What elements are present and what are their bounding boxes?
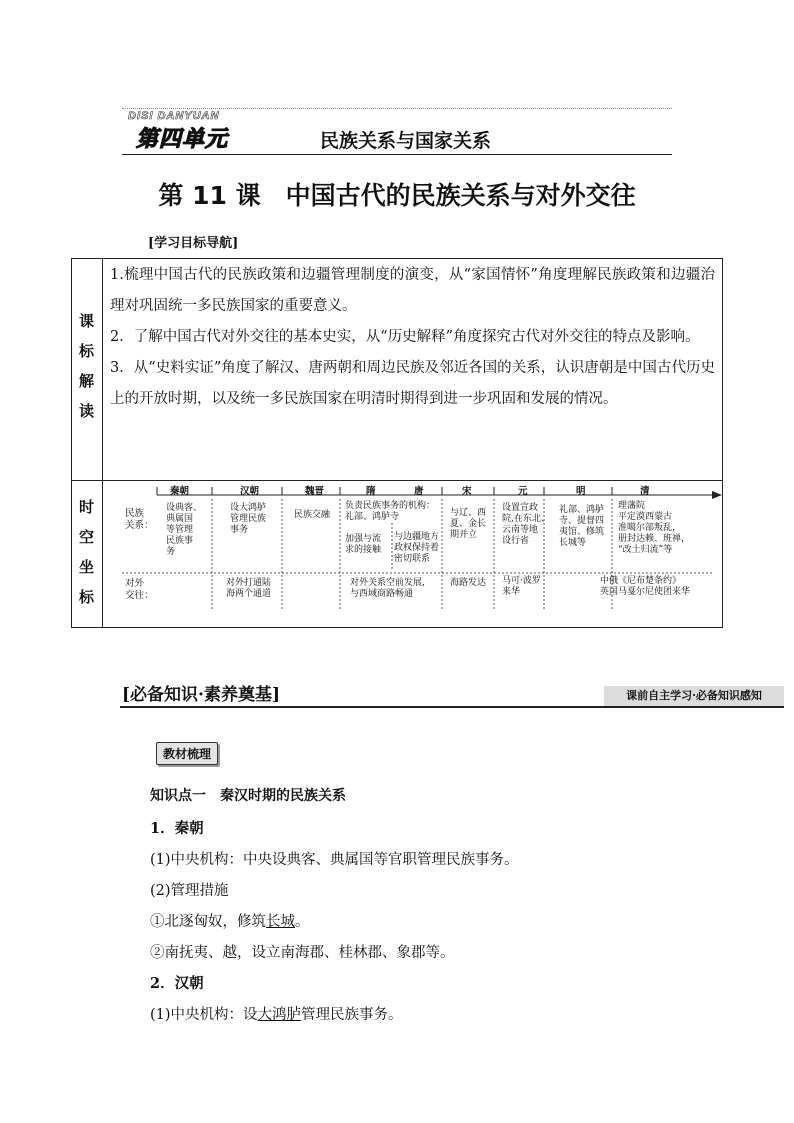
ethnic-sui: 加强与流 求的接触 [345,534,382,555]
dynasty-ming: 明 [576,486,586,497]
dynasty-yuan: 元 [518,486,528,497]
ethnic-qin: 设典客、 典属国 等管理 民族事 务 [166,503,203,557]
foreign-han: 对外打通陆 海两个通道 [226,578,272,599]
timeline-ethnic-label: 民族 关系： [125,508,154,531]
ethnic-yuan: 设置宣政 院,在东北、 云南等地 设行省 [502,503,550,546]
requirement-item: 3．从“史料实证”角度了解汉、唐两朝和周边民族及邻近各国的关系，认识唐朝是中国古代历史上的开放时期，以及统一多民族国家在明清时期得到进一步巩固和发展的情况。 [110,360,715,407]
ethnic-ming: 礼部、鸿胪 寺、提督四 夷馆、修筑 长城等 [559,505,605,548]
underlined-answer: 长城 [266,914,295,930]
dynasty-qing: 清 [640,486,650,497]
section-title: [必备知识·素养奠基] [122,685,281,705]
ethnic-qing: 理藩院 平定漠西蒙古 准噶尔部叛乱， 册封达赖、班禅， “改土归流”等 [618,501,691,555]
dynasty-qin: 秦朝 [170,486,190,497]
foreign-yuan: 马可·波罗 来华 [502,576,541,597]
requirement-item: 2．了解中国古代对外交往的基本史实，从“历史解释”角度探究古代对外交往的特点及影响。 [110,329,700,345]
timeline-foreign-label: 对外 交往： [125,578,154,601]
requirement-item: 1.梳理中国古代的民族政策和边疆管理制度的演变，从“家国情怀”角度理解民族政策和边疆治理对巩固统一多民族国家的重要意义。 [110,267,715,314]
row-label-timeline [71,492,102,612]
row-label-char: 坐 [78,558,94,576]
dynasty-weijin: 魏晋 [305,486,325,497]
unit-badge: 第四单元 [136,127,229,152]
curriculum-requirements [110,260,715,415]
row-label-curriculum [71,306,102,426]
han-central [150,1003,750,1024]
section-rule [120,706,784,708]
text-segment: 。 [295,914,310,930]
section-subtitle-box: 课前自主学习·必备知识感知 [604,686,784,706]
ethnic-song: 与辽、西 夏、金长 期并立 [450,508,487,540]
qin-measure-south: ②南抚夷、越，设立南海郡、桂林郡、象郡等。 [150,945,455,961]
row-label-char: 标 [78,342,94,360]
row-label-char: 时 [78,498,94,516]
foreign-qing: 中俄《尼布楚条约》 英国马戛尔尼使团来华 [600,576,691,597]
row-label-char: 解 [78,372,94,390]
goal-label: [学习目标导航] [148,236,239,251]
qin-measures: (2)管理措施 [150,883,229,899]
unit-header-dotted-line [122,108,672,109]
qin-measure-north [150,910,750,931]
text-segment: 管理民族事务。 [301,1007,403,1023]
row-label-char: 课 [78,312,94,330]
dynasty-han: 汉朝 [240,486,260,497]
foreign-song: 海路发达 [450,578,487,588]
underlined-answer: 大鸿胪 [257,1007,302,1023]
unit-pinyin: DISI DANYUAN [128,110,220,122]
qin-central: (1)中央机构：中央设典客、典属国等官职管理民族事务。 [150,852,519,868]
text-segment: (1)中央机构：设 [150,1007,258,1023]
ethnic-weijin: 民族交融 [294,510,331,520]
ethnic-suitang-top: 负责民族事务的机构： 礼部、鸿胪寺 [345,501,436,522]
ethnic-tang: 与边疆地方 政权保持着 密切联系 [394,532,440,564]
han-heading: 2．汉朝 [150,975,204,992]
row-label-char: 空 [78,528,94,546]
dynasty-sui: 隋 [366,486,376,497]
unit-title: 民族关系与国家关系 [320,130,492,152]
text-segment: ①北逐匈奴，修筑 [150,914,266,930]
materials-tag: 教材梳理 [156,742,218,765]
dynasty-tang: 唐 [414,486,424,497]
foreign-suitang: 对外关系空前发展， 与西域商路畅通 [350,578,432,599]
dynasty-song: 宋 [462,486,472,497]
ethnic-han: 设大鸿胪 管理民族 事务 [230,503,267,535]
row-label-char: 标 [78,588,94,606]
row-label-char: 读 [78,402,94,420]
qin-heading: 1．秦朝 [150,820,204,837]
knowledge-point-heading: 知识点一 秦汉时期的民族关系 [150,788,346,804]
unit-header-rule [122,154,672,155]
lesson-title: 第 11 课 中国古代的民族关系与对外交往 [158,181,636,210]
